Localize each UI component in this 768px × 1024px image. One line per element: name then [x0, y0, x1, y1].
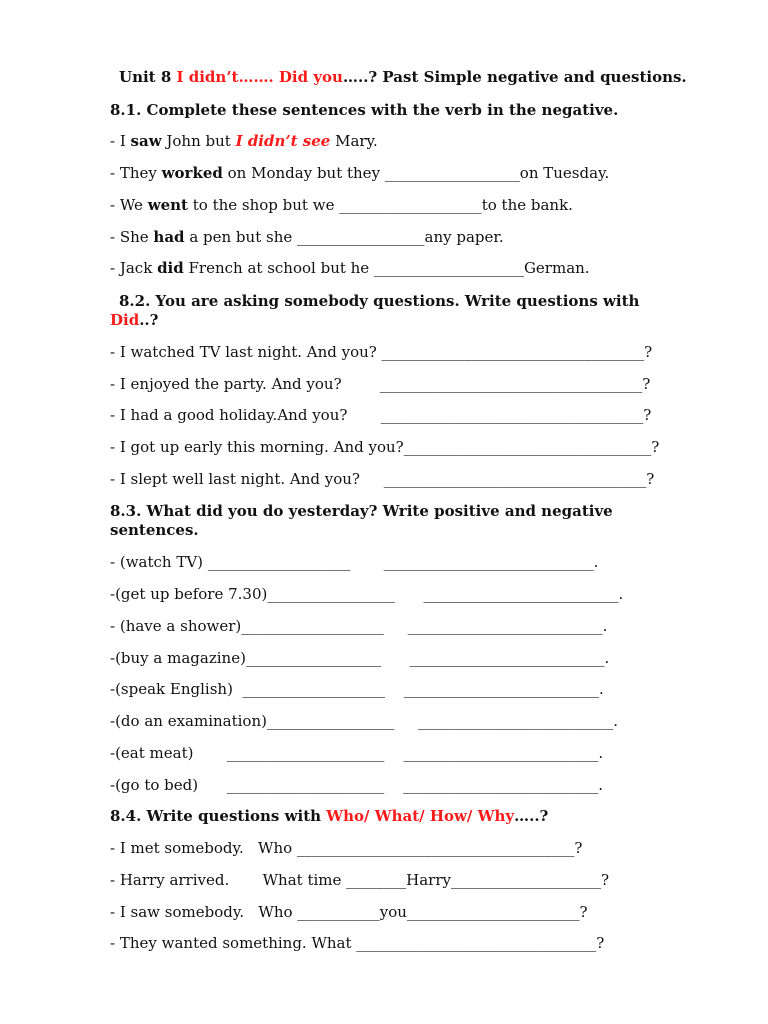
s3-item: -(buy a magazine)__________________ __________________________. [110, 649, 610, 667]
s1-item: - We went to the shop but we ___________________to the bank. [110, 196, 573, 214]
section-8-2-heading: 8.2. You are asking somebody questions. Write questions with [119, 292, 640, 310]
s2-item: - I slept well last night. And you? ___________________________________? [110, 470, 655, 488]
s4-item: - They wanted something. What ________________________________? [110, 934, 605, 952]
s4-item: - I saw somebody. Who ___________you_______________________? [110, 903, 588, 921]
example-answer: I didn’t see [235, 132, 331, 150]
s1-item: - They worked on Monday but they __________________on Tuesday. [110, 164, 610, 182]
s3-item: -(go to bed) _____________________ __________________________. [110, 776, 604, 794]
s2-item: - I watched TV last night. And you? ___________________________________? [110, 343, 653, 361]
s1-item: - She had a pen but she _________________any paper. [110, 228, 504, 246]
section-8-1-heading: 8.1. Complete these sentences with the verb in the negative. [110, 101, 619, 119]
s2-item: - I had a good holiday.And you? ___________________________________? [110, 406, 652, 424]
s3-item: -(speak English) ___________________ __________________________. [110, 680, 604, 698]
s1-item: - I saw John but I didn’t see Mary. [110, 132, 378, 150]
s3-item: -(do an examination)_________________ __________________________. [110, 712, 619, 730]
section-8-4-heading: 8.4. Write questions with Who/ What/ How/ Why…..? [110, 807, 549, 825]
s2-item: - I enjoyed the party. And you? ___________________________________? [110, 375, 651, 393]
s3-item: - (watch TV) ___________________ ____________________________. [110, 553, 599, 571]
s2-item: - I got up early this morning. And you?_________________________________? [110, 438, 660, 456]
section-8-3-heading: 8.3. What did you do yesterday? Write positive and negative [110, 502, 613, 520]
title-rest: …..? Past Simple negative and questions. [342, 68, 687, 86]
s3-item: -(eat meat) _____________________ __________________________. [110, 744, 604, 762]
section-8-3-heading-cont: sentences. [110, 521, 199, 539]
s3-item: -(get up before 7.30)_________________ __________________________. [110, 585, 624, 603]
s4-item: - I met somebody. Who _____________________________________? [110, 839, 583, 857]
section-8-2-heading-cont: Did..? [110, 311, 159, 329]
title-red-phrase: I didn’t……. Did you [176, 68, 343, 86]
s3-item: - (have a shower)___________________ __________________________. [110, 617, 608, 635]
s1-item: - Jack did French at school but he ____________________German. [110, 259, 590, 277]
title-unit: Unit 8 [119, 68, 177, 86]
s4-item: - Harry arrived. What time ________Harry____________________? [110, 871, 610, 889]
worksheet-title [119, 67, 687, 87]
